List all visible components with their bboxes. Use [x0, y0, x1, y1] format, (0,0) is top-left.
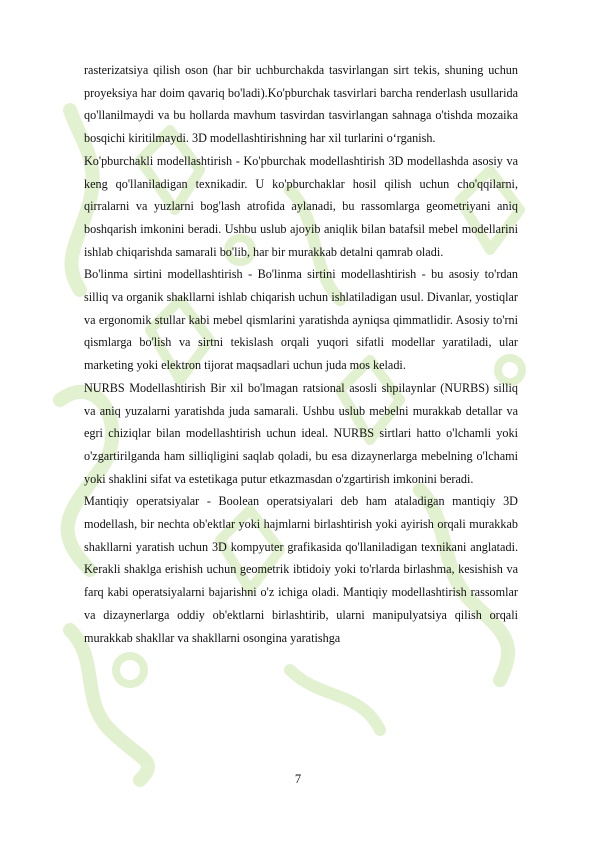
- body-paragraph: Ko'pburchakli modellashtirish - Ko'pburchak modellashtirish 3D modellashda asosiy va keng qo'llaniladigan texnikadir. U ko'pburchaklar hosil qilish uchun cho'qqilarni, qirralarni va yuzlarni bog'lash atrofida aylanadi, bu rassomlarga geometriyani aniq boshqarish imkonini beradi. Ushbu uslub ajoyib aniqlik bilan batafsil mebel modellarini ishlab chiqarishda samarali bo'lib, har bir murakkab detalni qamrab oladi.: [84, 153, 518, 259]
- page-number: 7: [294, 772, 302, 786]
- body-paragraph: Bo'linma sirtini modellashtirish - Bo'linma sirtini modellashtirish - bu asosiy to'rdan silliq va organik shakllarni ishlab chiqarish uchun ishlatiladigan usul. Divanlar, yostiqlar va ergonomik stullar kabi mebel qismlarini yaratishda ayniqsa qimmatlidir. Asosiy to'rni qismlarga bo'lish va sirtni tekislash orqali yuqori sifatli modellar yaratiladi, ular marketing yoki elektron tijorat maqsadlari uchun juda mos keladi.: [84, 267, 518, 373]
- body-paragraph: Mantiqiy operatsiyalar - Boolean operatsiyalari deb ham ataladigan mantiqiy 3D modellash, bir nechta ob'ektlar yoki hajmlarni birlashtirish yoki ayirish orqali murakkab shakllarni yaratish uchun 3D kompyuter grafikasida qo'llaniladigan texnikani anglatadi. Kerakli shaklga erishish uchun geometrik ibtidoiy yoki to'rlarda birlashma, kesishish va farq kabi operatsiyalarni bajarishni o'z ichiga oladi. Mantiqiy modellashtirish rassomlar va dizaynerlarga oddiy ob'ektlarni birlashtirib, ularni manipulyatsiya qilish orqali murakkab shakllar va shakllarni osongina yaratishga: [84, 494, 518, 645]
- body-paragraph: rasterizatsiya qilish oson (har bir uchburchakda tasvirlangan sirt tekis, shuning uchun proyeksiya har doim qavariq bo'ladi).Ko'pburchak tasvirlari barcha renderlash usullarida qo'llanilmaydi va bu hollarda mavhum tasvirdan tasvirlangan sahnaga o'tishda mozaika bosqichi kiritilmaydi. 3D modellashtirishning har xil turlarini o‘rganish.: [84, 63, 518, 146]
- watermark-stroke: [290, 670, 380, 730]
- watermark-stroke: [70, 630, 148, 780]
- body-paragraph: NURBS Modellashtirish Bir xil bo'lmagan ratsional asosli shpilaynlar (NURBS) silliq va aniq yuzalarni yaratishda juda samarali. Ushbu uslub mebelni murakkab detallar va egri chiziqlar bilan modellashtirish uchun ideal. NURBS sirtlari hatto o'lchamli yoki o'zgartirilganda ham silliqligini saqlab qoladi, bu esa dizaynerlarga mebelning o'lchami yoki shaklini sifat va estetikaga putur etkazmasdan o'zgartirish imkonini beradi.: [84, 380, 518, 486]
- document-body: [84, 59, 518, 649]
- watermark-dot: [116, 656, 144, 684]
